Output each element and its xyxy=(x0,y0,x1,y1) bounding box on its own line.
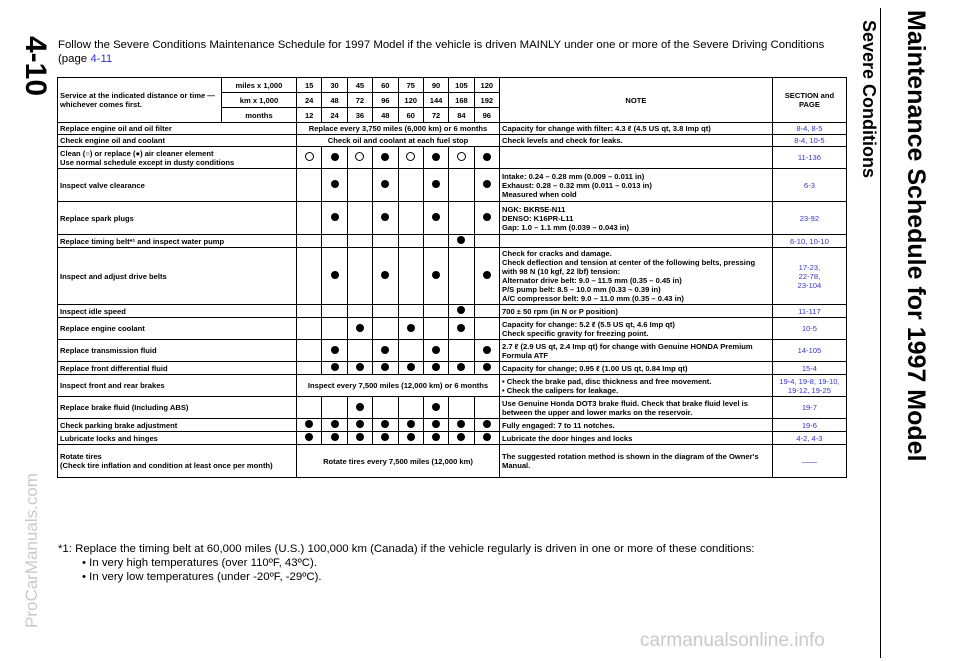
km-cell: 72 xyxy=(347,93,372,108)
interval-cell xyxy=(347,432,372,445)
replace-dot-icon xyxy=(331,153,339,161)
note-cell xyxy=(500,235,773,248)
interval-cell xyxy=(398,340,423,362)
interval-cell xyxy=(297,147,322,169)
interval-cell xyxy=(398,318,423,340)
replace-dot-icon xyxy=(381,433,389,441)
interval-cell xyxy=(423,340,448,362)
replace-dot-icon xyxy=(483,153,491,161)
interval-cell xyxy=(449,169,474,202)
table-row xyxy=(58,419,847,432)
interval-cell xyxy=(297,362,322,375)
km-cell: 24 xyxy=(297,93,322,108)
interval-cell xyxy=(347,147,372,169)
replace-dot-icon xyxy=(432,153,440,161)
section-page-cell: 14-105 xyxy=(772,340,846,362)
service-cell: Replace engine coolant xyxy=(58,318,297,340)
miles-cell: 30 xyxy=(322,78,347,93)
interval-cell xyxy=(322,147,347,169)
table-row xyxy=(58,318,847,340)
replace-dot-icon xyxy=(483,213,491,221)
footnote xyxy=(58,542,754,584)
replace-dot-icon xyxy=(331,420,339,428)
section-page-cell: 15-4 xyxy=(772,362,846,375)
interval-cell xyxy=(423,318,448,340)
interval-cell xyxy=(474,362,499,375)
watermark-bottom: carmanualsonline.info xyxy=(640,630,825,651)
replace-dot-icon xyxy=(407,433,415,441)
interval-cell xyxy=(474,318,499,340)
interval-cell xyxy=(347,235,372,248)
page-number: 4-10 xyxy=(19,36,52,97)
note-cell: Lubricate the door hinges and locks xyxy=(500,432,773,445)
interval-span-cell: Replace every 3,750 miles (6,000 km) or 6 months xyxy=(297,123,500,135)
km-cell: 144 xyxy=(423,93,448,108)
table-row xyxy=(58,123,847,135)
interval-cell xyxy=(297,169,322,202)
replace-dot-icon xyxy=(356,433,364,441)
replace-dot-icon xyxy=(381,213,389,221)
interval-cell xyxy=(423,305,448,318)
note-cell: The suggested rotation method is shown in the diagram of the Owner's Manual. xyxy=(500,445,773,478)
interval-cell xyxy=(449,419,474,432)
replace-dot-icon xyxy=(381,420,389,428)
interval-cell xyxy=(322,397,347,419)
interval-cell xyxy=(398,305,423,318)
replace-dot-icon xyxy=(457,420,465,428)
table-row xyxy=(58,248,847,305)
interval-cell xyxy=(423,432,448,445)
section-page-cell: 17-23, 22-78, 23-104 xyxy=(772,248,846,305)
service-cell: Replace engine oil and oil filter xyxy=(58,123,297,135)
interval-cell xyxy=(474,432,499,445)
service-cell: Inspect valve clearance xyxy=(58,169,297,202)
replace-dot-icon xyxy=(432,346,440,354)
replace-dot-icon xyxy=(407,363,415,371)
replace-dot-icon xyxy=(457,324,465,332)
note-cell: Fully engaged: 7 to 11 notches. xyxy=(500,419,773,432)
section-page-cell: 23-92 xyxy=(772,202,846,235)
intro-paragraph xyxy=(58,38,848,66)
replace-dot-icon xyxy=(331,180,339,188)
miles-cell: 15 xyxy=(297,78,322,93)
table-row xyxy=(58,169,847,202)
interval-cell xyxy=(449,235,474,248)
interval-cell xyxy=(347,248,372,305)
service-cell: Inspect idle speed xyxy=(58,305,297,318)
note-cell: Use Genuine Honda DOT3 brake fluid. Check that brake fluid level is between the upper and lower marks on the reservoir. xyxy=(500,397,773,419)
interval-cell xyxy=(398,147,423,169)
note-cell: • Check the brake pad, disc thickness and free movement. • Check the calipers for leakage. xyxy=(500,375,773,397)
service-cell: Rotate tires (Check tire inflation and condition at least once per month) xyxy=(58,445,297,478)
table-row xyxy=(58,445,847,478)
section-page-cell: 8-4, 10-5 xyxy=(772,135,846,147)
section-page-cell: 19-6 xyxy=(772,419,846,432)
clean-circle-icon xyxy=(355,152,364,161)
interval-cell xyxy=(474,248,499,305)
footnote-line: • In very high temperatures (over 110ºF, 43ºC). xyxy=(82,557,317,569)
service-cell: Replace timing belt*¹ and inspect water pump xyxy=(58,235,297,248)
interval-cell xyxy=(297,340,322,362)
miles-cell: 90 xyxy=(423,78,448,93)
interval-cell xyxy=(347,362,372,375)
replace-dot-icon xyxy=(331,363,339,371)
service-cell: Replace spark plugs xyxy=(58,202,297,235)
replace-dot-icon xyxy=(356,324,364,332)
interval-cell xyxy=(398,419,423,432)
miles-cell: 120 xyxy=(474,78,499,93)
replace-dot-icon xyxy=(356,403,364,411)
months-cell: 36 xyxy=(347,108,372,123)
table-row xyxy=(58,202,847,235)
months-cell: 60 xyxy=(398,108,423,123)
interval-cell xyxy=(449,432,474,445)
service-cell: Clean (○) or replace (●) air cleaner element Use normal schedule except in dusty conditions xyxy=(58,147,297,169)
interval-cell xyxy=(322,318,347,340)
interval-cell xyxy=(474,340,499,362)
footnote-line: • In very low temperatures (under -20ºF, -29ºC). xyxy=(82,571,322,583)
interval-cell xyxy=(322,202,347,235)
table-row xyxy=(58,397,847,419)
replace-dot-icon xyxy=(331,213,339,221)
replace-dot-icon xyxy=(432,271,440,279)
interval-cell xyxy=(398,202,423,235)
replace-dot-icon xyxy=(457,306,465,314)
interval-cell xyxy=(474,147,499,169)
months-cell: 48 xyxy=(373,108,398,123)
miles-cell: 75 xyxy=(398,78,423,93)
interval-cell xyxy=(347,318,372,340)
interval-cell xyxy=(373,235,398,248)
interval-cell xyxy=(297,202,322,235)
interval-cell xyxy=(449,305,474,318)
section-page-cell: 6-10, 10-10 xyxy=(772,235,846,248)
table-body xyxy=(58,78,847,478)
section-page-cell: 11-136 xyxy=(772,147,846,169)
table-row xyxy=(58,432,847,445)
section-page-cell: 19-4, 19-8, 19-10, 19-12, 19-25 xyxy=(772,375,846,397)
months-cell: 12 xyxy=(297,108,322,123)
replace-dot-icon xyxy=(331,433,339,441)
interval-span-cell: Check oil and coolant at each fuel stop xyxy=(297,135,500,147)
intro-page-link[interactable]: 4-11 xyxy=(90,53,113,65)
months-cell: 72 xyxy=(423,108,448,123)
service-cell: Check engine oil and coolant xyxy=(58,135,297,147)
interval-cell xyxy=(373,397,398,419)
note-cell: Check for cracks and damage. Check deflection and tension at center of the following belts, pressing with 98 N (10 kgf, 22 lbf) tension: Alternator drive belt: 9.0 – 11.5 mm (0.35 – 0.45 in) P/S pump belt: 8.5 – 10.0 mm (0.33 – 0.39 in) A/C compressor belt: 9.0 – 11.0 mm (0.35 – 0.43 in) xyxy=(500,248,773,305)
interval-cell xyxy=(373,432,398,445)
interval-cell xyxy=(474,202,499,235)
interval-cell xyxy=(449,318,474,340)
km-cell: 48 xyxy=(322,93,347,108)
replace-dot-icon xyxy=(483,433,491,441)
table-row xyxy=(58,235,847,248)
replace-dot-icon xyxy=(432,433,440,441)
section-page-cell: 10-5 xyxy=(772,318,846,340)
interval-cell xyxy=(449,362,474,375)
section-page-cell: 11-117 xyxy=(772,305,846,318)
interval-cell xyxy=(423,362,448,375)
replace-dot-icon xyxy=(432,213,440,221)
table-row xyxy=(58,375,847,397)
page-title: Maintenance Schedule for 1997 Model xyxy=(902,10,930,462)
interval-cell xyxy=(297,397,322,419)
interval-cell xyxy=(373,169,398,202)
header-months: months xyxy=(221,108,296,123)
section-page-cell: —— xyxy=(772,445,846,478)
interval-cell xyxy=(449,202,474,235)
table-row xyxy=(58,147,847,169)
interval-cell xyxy=(423,169,448,202)
interval-cell xyxy=(297,318,322,340)
replace-dot-icon xyxy=(457,236,465,244)
interval-cell xyxy=(373,248,398,305)
note-cell: 2.7 ℓ (2.9 US qt, 2.4 Imp qt) for change with Genuine HONDA Premium Formula ATF xyxy=(500,340,773,362)
km-cell: 168 xyxy=(449,93,474,108)
interval-cell xyxy=(297,432,322,445)
intro-text: Follow the Severe Conditions Maintenance Schedule for 1997 Model if the vehicle is driven MAINLY under one or more of the Severe Driving Conditions (page xyxy=(58,39,825,65)
interval-cell xyxy=(347,397,372,419)
km-cell: 192 xyxy=(474,93,499,108)
replace-dot-icon xyxy=(483,271,491,279)
km-cell: 96 xyxy=(373,93,398,108)
interval-cell xyxy=(373,147,398,169)
replace-dot-icon xyxy=(331,346,339,354)
interval-cell xyxy=(373,419,398,432)
interval-cell xyxy=(373,340,398,362)
interval-cell xyxy=(347,305,372,318)
interval-cell xyxy=(322,235,347,248)
footnote-line: *1: Replace the timing belt at 60,000 miles (U.S.) 100,000 km (Canada) if the vehicle regularly is driven in one or more of these conditions: xyxy=(58,543,755,555)
replace-dot-icon xyxy=(356,420,364,428)
interval-cell xyxy=(347,340,372,362)
service-cell: Replace brake fluid (Including ABS) xyxy=(58,397,297,419)
note-cell xyxy=(500,147,773,169)
service-cell: Replace transmission fluid xyxy=(58,340,297,362)
interval-cell xyxy=(322,340,347,362)
margin-rule xyxy=(880,8,881,658)
replace-dot-icon xyxy=(432,363,440,371)
clean-circle-icon xyxy=(305,152,314,161)
interval-cell xyxy=(297,248,322,305)
interval-cell xyxy=(398,169,423,202)
maintenance-table xyxy=(57,77,847,478)
note-cell: Capacity for change with filter: 4.3 ℓ (4.5 US qt, 3.8 Imp qt) xyxy=(500,123,773,135)
interval-cell xyxy=(449,340,474,362)
service-cell: Check parking brake adjustment xyxy=(58,419,297,432)
table-row xyxy=(58,362,847,375)
interval-span-cell: Rotate tires every 7,500 miles (12,000 km) xyxy=(297,445,500,478)
table-row xyxy=(58,135,847,147)
section-page-cell: 6-3 xyxy=(772,169,846,202)
header-service: Service at the indicated distance or time — whichever comes first. xyxy=(58,78,222,123)
replace-dot-icon xyxy=(432,403,440,411)
interval-cell xyxy=(373,318,398,340)
watermark-left: ProCarManuals.com xyxy=(22,473,41,628)
miles-cell: 105 xyxy=(449,78,474,93)
replace-dot-icon xyxy=(381,363,389,371)
note-cell: 700 ± 50 rpm (in N or P position) xyxy=(500,305,773,318)
interval-cell xyxy=(297,419,322,432)
interval-cell xyxy=(322,305,347,318)
interval-cell xyxy=(322,248,347,305)
interval-cell xyxy=(398,397,423,419)
replace-dot-icon xyxy=(381,180,389,188)
replace-dot-icon xyxy=(381,271,389,279)
interval-cell xyxy=(297,305,322,318)
replace-dot-icon xyxy=(483,180,491,188)
replace-dot-icon xyxy=(305,433,313,441)
table-row xyxy=(58,305,847,318)
interval-cell xyxy=(474,397,499,419)
replace-dot-icon xyxy=(483,346,491,354)
interval-cell xyxy=(347,419,372,432)
interval-cell xyxy=(423,147,448,169)
replace-dot-icon xyxy=(457,363,465,371)
replace-dot-icon xyxy=(432,180,440,188)
interval-cell xyxy=(474,235,499,248)
note-cell: Capacity for change; 0.95 ℓ (1.00 US qt, 0.84 Imp qt) xyxy=(500,362,773,375)
replace-dot-icon xyxy=(381,153,389,161)
clean-circle-icon xyxy=(406,152,415,161)
miles-cell: 45 xyxy=(347,78,372,93)
service-cell: Inspect front and rear brakes xyxy=(58,375,297,397)
interval-cell xyxy=(398,432,423,445)
header-section: SECTION and PAGE xyxy=(772,78,846,123)
miles-cell: 60 xyxy=(373,78,398,93)
interval-cell xyxy=(398,362,423,375)
interval-cell xyxy=(423,235,448,248)
page-subtitle: Severe Conditions xyxy=(859,20,879,179)
replace-dot-icon xyxy=(381,346,389,354)
km-cell: 120 xyxy=(398,93,423,108)
interval-cell xyxy=(423,397,448,419)
replace-dot-icon xyxy=(356,363,364,371)
months-cell: 96 xyxy=(474,108,499,123)
months-cell: 84 xyxy=(449,108,474,123)
interval-cell xyxy=(474,169,499,202)
interval-cell xyxy=(322,169,347,202)
interval-cell xyxy=(373,362,398,375)
interval-cell xyxy=(322,362,347,375)
table-row xyxy=(58,340,847,362)
interval-cell xyxy=(423,419,448,432)
replace-dot-icon xyxy=(331,271,339,279)
header-note: NOTE xyxy=(500,78,773,123)
section-page-cell: 8-4, 8-5 xyxy=(772,123,846,135)
replace-dot-icon xyxy=(483,420,491,428)
interval-span-cell: Inspect every 7,500 miles (12,000 km) or 6 months xyxy=(297,375,500,397)
clean-circle-icon xyxy=(457,152,466,161)
months-cell: 24 xyxy=(322,108,347,123)
interval-cell xyxy=(322,432,347,445)
interval-cell xyxy=(398,235,423,248)
note-cell: Check levels and check for leaks. xyxy=(500,135,773,147)
replace-dot-icon xyxy=(483,363,491,371)
service-cell: Lubricate locks and hinges xyxy=(58,432,297,445)
note-cell: NGK: BKR5E-N11 DENSO: K16PR-L11 Gap: 1.0 – 1.1 mm (0.039 – 0.043 in) xyxy=(500,202,773,235)
interval-cell xyxy=(373,202,398,235)
replace-dot-icon xyxy=(432,420,440,428)
header-km: km x 1,000 xyxy=(221,93,296,108)
note-cell: Intake: 0.24 – 0.28 mm (0.009 – 0.011 in) Exhaust: 0.28 – 0.32 mm (0.011 – 0.013 in) Measured when cold xyxy=(500,169,773,202)
replace-dot-icon xyxy=(407,420,415,428)
section-page-cell: 19-7 xyxy=(772,397,846,419)
interval-cell xyxy=(347,202,372,235)
replace-dot-icon xyxy=(457,433,465,441)
interval-cell xyxy=(423,202,448,235)
interval-cell xyxy=(449,248,474,305)
service-cell: Replace front differential fluid xyxy=(58,362,297,375)
replace-dot-icon xyxy=(407,324,415,332)
note-cell: Capacity for change: 5.2 ℓ (5.5 US qt, 4.6 Imp qt) Check specific gravity for freezing point. xyxy=(500,318,773,340)
interval-cell xyxy=(474,419,499,432)
interval-cell xyxy=(449,147,474,169)
interval-cell xyxy=(423,248,448,305)
interval-cell xyxy=(322,419,347,432)
header-miles: miles x 1,000 xyxy=(221,78,296,93)
interval-cell xyxy=(398,248,423,305)
interval-cell xyxy=(449,397,474,419)
interval-cell xyxy=(373,305,398,318)
interval-cell xyxy=(297,235,322,248)
replace-dot-icon xyxy=(305,420,313,428)
service-cell: Inspect and adjust drive belts xyxy=(58,248,297,305)
interval-cell xyxy=(347,169,372,202)
interval-cell xyxy=(474,305,499,318)
section-page-cell: 4-2, 4-3 xyxy=(772,432,846,445)
